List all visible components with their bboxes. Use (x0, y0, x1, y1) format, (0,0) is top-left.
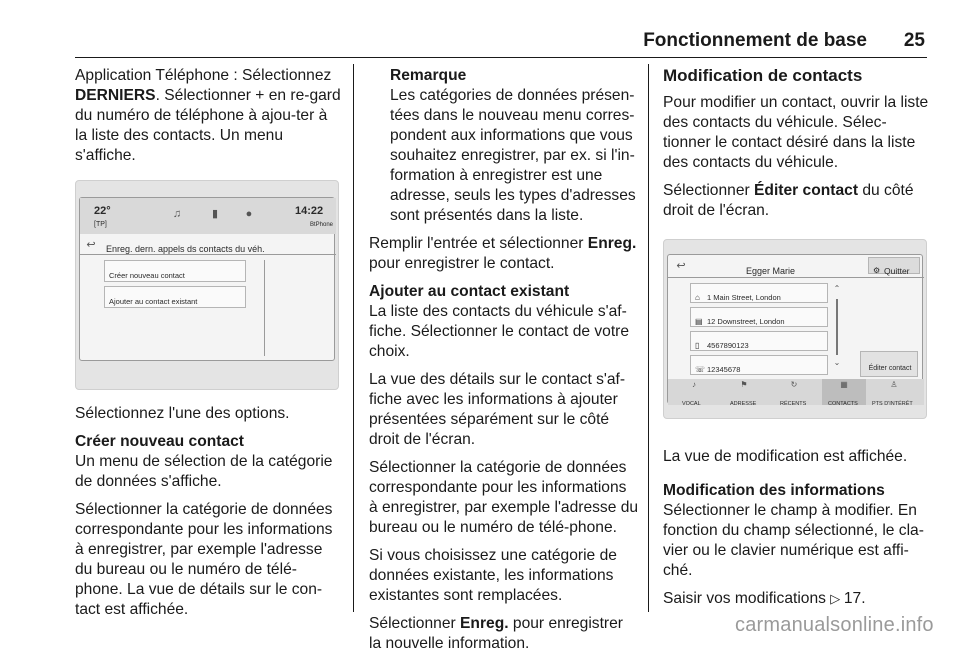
add-existing-p2: La vue des détails sur le contact s'af-fiche avec les informations à ajouter présentées séparément sur le côté droit de l'écran. (369, 371, 626, 448)
music-icon: ♫ (172, 208, 182, 220)
scroll-down-icon[interactable]: ⌄ (833, 358, 841, 367)
add-existing-p4: Si vous choisissez une catégorie de données existante, les informations existantes sont remplacées. (369, 547, 617, 604)
add-existing-p5: Sélectionner Enreg. pour enregistrer la nouvelle information. (369, 615, 623, 652)
back-icon: ↩ (86, 239, 96, 251)
select-options-text: Sélectionnez l'une des options. (75, 405, 290, 422)
modify-heading: Modification de contacts (663, 66, 863, 85)
column-3 (663, 66, 931, 617)
page-title: Fonctionnement de base (643, 30, 867, 51)
watermark: carmanualsonline.info (735, 614, 934, 636)
contacts-icon: ▦ (840, 380, 848, 389)
nav-icon: ● (245, 208, 253, 220)
modify-info-p2: Saisir vos modifications ▷ 17. (663, 590, 866, 607)
tab-address[interactable]: ADRESSE (730, 401, 757, 407)
phone-icon: ▮ (211, 208, 219, 220)
column-divider-1 (353, 64, 354, 612)
column-1 (75, 66, 343, 628)
page-header (75, 24, 927, 58)
voice-icon: ♪ (692, 380, 696, 389)
tab-poi[interactable]: PTS D'INTÉRÊT (872, 401, 913, 407)
add-existing-p3: Sélectionner la catégorie de données correspondante pour les informations à enregistrer, par exemple l'adresse du bureau ou le numéro de télé-phone. (369, 459, 639, 536)
modify-p2: Sélectionner Éditer contact du côté droit de l'écran. (663, 182, 914, 219)
address-field-1[interactable]: ⌂ 1 Main Street, London (690, 283, 828, 303)
add-existing-option[interactable]: Ajouter au contact existant (104, 286, 246, 308)
poi-icon: ♙ (890, 380, 898, 389)
note-block (369, 66, 639, 226)
view-shown-text: La vue de modification est affichée. (663, 448, 908, 465)
modify-info-p1: Sélectionner le champ à modifier. En fonction du champ sélectionné, le cla-vier ou le clavier numérique est affi-ché. (663, 502, 924, 579)
add-existing-heading: Ajouter au contact existant (369, 283, 570, 300)
address-field-2[interactable]: ▤ 12 Downstreet, London (690, 307, 828, 327)
column-2 (369, 66, 639, 662)
add-existing-p1: La liste des contacts du véhicule s'af-fiche. Sélectionner le contact de votre choix. (369, 303, 630, 360)
header-rule (75, 57, 927, 58)
flag-icon: ⚑ (740, 380, 748, 389)
create-contact-heading: Créer nouveau contact (75, 433, 244, 450)
office-icon: ▤ (695, 317, 703, 326)
phone-field-1[interactable]: ▯ 4567890123 (690, 331, 828, 351)
quit-button[interactable]: ⚙ Quitter (868, 257, 920, 274)
mobile-icon: ▯ (695, 341, 700, 350)
gear-icon: ⚙ (873, 266, 881, 275)
landline-icon: ☏ (695, 365, 706, 374)
scrollbar[interactable] (836, 299, 838, 355)
note-text: Les catégories de données présen-tées dans le nouveau menu corres-pondent aux informations que vous souhaitez enregistrer, par ex. si l'in-formation à enregistrer est une adresse, seuls les types d'adresses sont présentés dans la liste. (390, 87, 636, 224)
modify-p1: Pour modifier un contact, ouvrir la liste des contacts du véhicule. Sélec-tionner le contact désiré dans la liste des contacts du véhicule. (663, 94, 929, 171)
screenshot-edit-contact: ↩ Egger Marie ⚙ Quitter ⌂ 1 Main Street, London ▤ 12 Downstreet, London ▯ 4567890123 ☏ 12345678 ⌃ ⌄ Éditer contact ♪ VOCAL ⚑ ADRESSE ↻ RÉCENTS ▦ CONTACTS ♙ PTS D'INTÉRÊT (663, 239, 927, 419)
tab-voice[interactable]: VOCAL (682, 401, 701, 407)
intro-paragraph: Application Téléphone : Sélectionnez DERNIERS. Sélectionner + en re-gard du numéro de téléphone à ajou-ter à la liste des contacts. Un menu s'affiche. (75, 67, 341, 164)
home-icon: ⌂ (695, 293, 700, 302)
create-contact-p1: Un menu de sélection de la catégorie de données s'affiche. (75, 453, 333, 490)
fill-paragraph: Remplir l'entrée et sélectionner Enreg. pour enregistrer le contact. (369, 235, 637, 272)
create-contact-p2: Sélectionner la catégorie de données correspondante pour les informations à enregistrer, par exemple l'adresse du bureau ou le numéro de télé-phone. La vue de détails sur le con-tact est affichée. (75, 501, 333, 618)
phone-field-2[interactable]: ☏ 12345678 (690, 355, 828, 375)
recent-icon: ↻ (790, 380, 798, 389)
create-contact-option[interactable]: Créer nouveau contact (104, 260, 246, 282)
page-number: 25 (903, 30, 925, 51)
edit-contact-button[interactable]: Éditer contact (860, 351, 918, 377)
scroll-up-icon[interactable]: ⌃ (833, 284, 841, 293)
tab-recent[interactable]: RÉCENTS (780, 401, 807, 407)
modify-info-heading: Modification des informations (663, 482, 885, 499)
note-heading: Remarque (390, 67, 467, 84)
screenshot-save-recent-call: 22° [TP] ♫ ▮ ● 14:22 BtPhone ↩ Enreg. dern. appels ds contacts du véh. Créer nouveau contact Ajouter au contact existant (75, 180, 339, 390)
back-icon: ↩ (676, 260, 686, 272)
column-divider-2 (648, 64, 649, 612)
tab-contacts[interactable]: CONTACTS (828, 401, 858, 407)
page-reference-icon[interactable]: ▷ (830, 591, 844, 606)
